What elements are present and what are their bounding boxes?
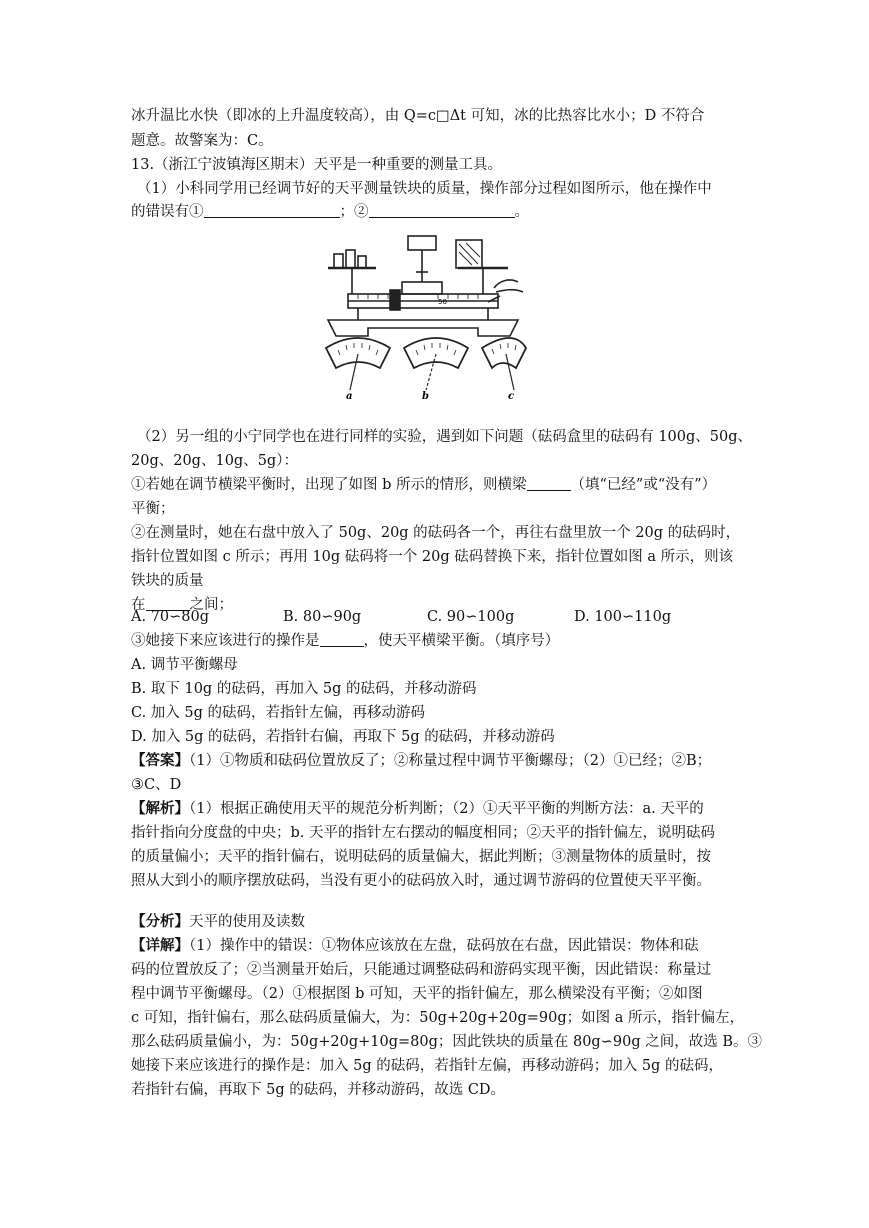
part1-line-1: （1）小科同学用已经调节好的天平测量铁块的质量，操作部分过程如图所示，他在操作中: [137, 181, 712, 197]
choice-c: C. 加入 5g 的砝码，若指针左偏，再移动游码: [131, 705, 426, 721]
sub1-text-b: （填“已经”或“没有”）: [570, 477, 717, 493]
dial-label-c: c: [508, 391, 515, 402]
question-title: 13.（浙江宁波镇海区期末）天平是一种重要的测量工具。: [131, 157, 503, 173]
answer-text-1: （1）①物质和砝码位置放反了；②称量过程中调节平衡螺母；（2）①已经；②B；: [189, 753, 712, 769]
detail-line-5: 那么砝码质量偏小，为：50g+20g+10g=80g；因此铁块的质量在 80g∽90g 之间，故选 B。③: [131, 1034, 762, 1050]
sub3-text-a: ③她接下来应该进行的操作是: [131, 633, 320, 649]
analysis-line-4: 照从大到小的顺序摆放砝码，当没有更小的砝码放入时，通过调节游码的位置使天平平衡。: [131, 873, 711, 889]
answer-line-1: [131, 749, 711, 773]
sub2-line-1: ②在测量时，她在右盘中放入了 50g、20g 的砝码各一个，再往右盘里放一个 20g 的砝码时，: [131, 525, 741, 541]
analysis-line-3: 的质量偏小；天平的指针偏右，说明砝码的质量偏大，据此判断；③测量物体的质量时，按: [131, 849, 711, 865]
sub3-text-b: ，使天平横梁平衡。（填序号）: [363, 633, 560, 649]
sub2-line-3: 铁块的质量: [131, 573, 204, 589]
detail-text-1: （1）操作中的错误：①物体应该放在左盘，砝码放在右盘，因此错误：物体和砝: [189, 938, 699, 954]
option-b: B. 80∽90g: [283, 609, 362, 625]
detail-line-6: 她接下来应该进行的操作是：加入 5g 的砝码，若指针左偏，再移动游码；加入 5g 的砝码，: [131, 1058, 723, 1074]
fenxi-text: 天平的使用及读数: [189, 914, 305, 930]
balance-figure: [318, 232, 528, 402]
sub2-text-a: 在: [131, 597, 146, 613]
detail-line-2: 码的位置放反了；②当测量开始后，只能通过调整砝码和游码实现平衡，因此错误：称量过: [131, 962, 711, 978]
part1-text-a: 的错误有①: [131, 204, 204, 220]
blank-error-1: [204, 202, 340, 218]
fenxi-line: [131, 910, 305, 934]
analysis-label: 【解析】: [131, 800, 189, 817]
dial-label-b: b: [422, 391, 429, 402]
option-d: D. 100∽110g: [574, 609, 672, 625]
part1-text-b: ；②: [339, 204, 369, 220]
analysis-line-2: 指针指向分度盘的中央；b. 天平的指针左右摆动的幅度相同；②天平的指针偏左，说明砝码: [131, 825, 715, 841]
dial-label-a: a: [346, 391, 353, 402]
sub1-text-a: ①若她在调节横梁平衡时，出现了如图 b 所示的情形，则横梁: [131, 477, 527, 493]
sub3-line: [131, 629, 559, 653]
figure-scale-label: 50: [438, 298, 447, 306]
sub2-text-b: 之间；: [189, 597, 233, 613]
blank-error-2: [369, 202, 515, 218]
analysis-text-1: （1）根据正确使用天平的规范分析判断；（2）①天平平衡的判断方法：a. 天平的: [189, 801, 704, 817]
detail-line-7: 若指针右偏，再取下 5g 的砝码，并移动游码，故选 CD。: [131, 1082, 506, 1098]
choice-b: B. 取下 10g 的砝码，再加入 5g 的砝码，并移动游码: [131, 681, 477, 697]
intro-line-2: 题意。故警案为：C。: [131, 133, 273, 149]
part1-line-2: [131, 200, 529, 224]
blank-balanced: [527, 475, 571, 491]
detail-label: 【详解】: [131, 937, 189, 954]
blank-operation: [320, 631, 364, 647]
sub1-line-2: 平衡；: [131, 501, 175, 517]
choice-d: D. 加入 5g 的砝码，若指针右偏，再取下 5g 的砝码，并移动游码: [131, 729, 555, 745]
detail-line-1: [131, 934, 698, 958]
part2-line-2: 20g、20g、10g、5g）：: [131, 453, 298, 469]
detail-line-3: 程中调节平衡螺母。（2）①根据图 b 可知，天平的指针偏左，那么横梁没有平衡；②如图: [131, 986, 703, 1002]
sub2-line-2: 指针位置如图 c 所示；再用 10g 砝码将一个 20g 砝码替换下来，指针位置如图 a 所示，则该: [131, 549, 734, 565]
choice-a: A. 调节平衡螺母: [131, 657, 238, 673]
analysis-line-1: [131, 797, 704, 821]
option-c: C. 90∽100g: [427, 609, 515, 625]
sub1-line-1: [131, 473, 716, 497]
answer-label: 【答案】: [131, 752, 189, 769]
option-a: A. 70∽80g: [131, 609, 210, 625]
intro-line-1: 冰升温比水快（即冰的上升温度较高），由 Q=c□Δt 可知，冰的比热容比水小；D 不符合: [131, 108, 705, 124]
detail-line-4: c 可知，指针偏右，那么砝码质量偏大，为：50g+20g+20g=90g；如图 a 所示，指针偏左，: [131, 1010, 744, 1026]
part2-line-1: （2）另一组的小宁同学也在进行同样的实验，遇到如下问题（砝码盒里的砝码有 100g、50g、: [137, 429, 753, 445]
fenxi-label: 【分析】: [131, 913, 189, 930]
answer-line-2: ③C、D: [131, 777, 182, 793]
part1-text-c: 。: [514, 204, 529, 220]
